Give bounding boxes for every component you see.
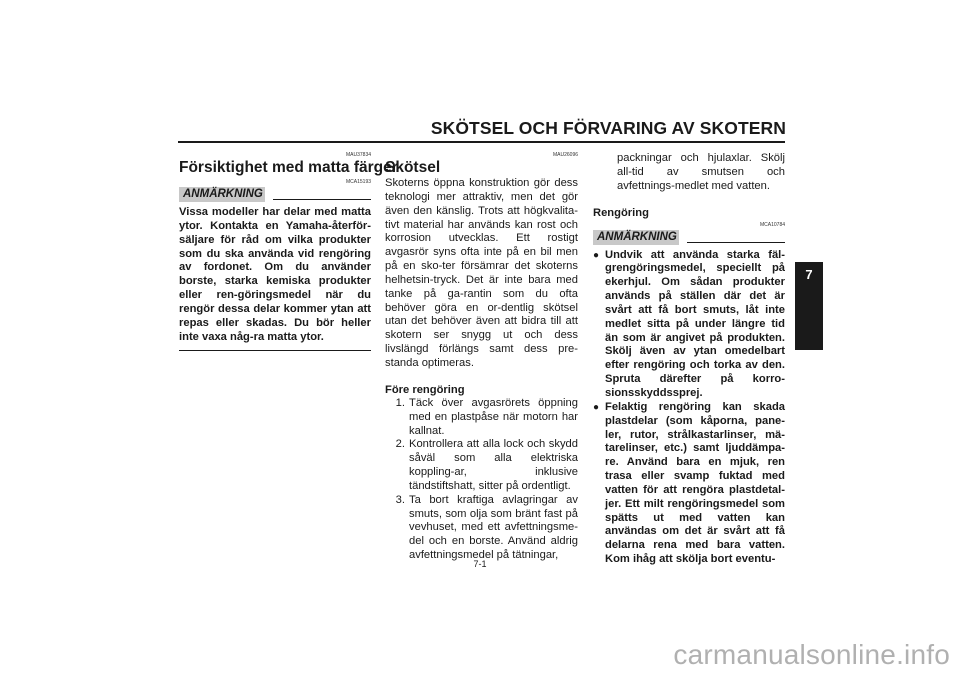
section-heading-matte-colors: Försiktighet med matta färger	[179, 159, 398, 176]
column-1	[179, 152, 398, 351]
notice-end-rule	[179, 350, 371, 351]
step-text: Kontrollera att alla lock och skydd såväl som alla elektriska koppling-ar, inklusive tändstiftshatt, sitter på ordentligt.	[409, 438, 578, 492]
section-code: MAU37834	[345, 152, 371, 158]
list-item	[593, 401, 785, 567]
warning-text: Felaktig rengöring kan skada plastdelar (som kåporna, pane-ler, rutor, strålkastarlinser, mä-tarelinser, etc.) samt ljuddämpa-re. Använd bara en mjuk, ren trasa eller svamp fuktad med vatten för att rengöra plastdetal-jer. Ett milt rengöringsmedel som spätts ut med vatten kan användas om det är svårt att få delarna rena med bara vatten. Kom ihåg att skölja bort eventu-	[605, 400, 785, 566]
notice-code: MCA10784	[759, 221, 785, 228]
list-item	[385, 438, 578, 493]
page-number: 7-1	[473, 559, 487, 569]
step-text: Täck över avgasrörets öppning med en plastpåse när motorn har kallnat.	[409, 396, 578, 437]
list-item	[593, 249, 785, 401]
care-intro: Skoterns öppna konstruktion gör dess teknologi mer attraktiv, men det gör även den känslig. Trots att högkvalita-tivt material har används kan rost och korrosion utvecklas. Ett rostigt avgasrör syns ofta inte på en bil men på en sko-ter försämrar det skoterns helhetsin-tryck. Det är inte bara med tanke på ga-rantin som du ofta behöver göra en or-dentlig skötsel utan det behöver även att bidra till att skotern ser snygg ut och dess livslängd förlängs samt dess pre-standa optimeras.	[385, 177, 578, 369]
chapter-tab[interactable]: 7	[795, 262, 823, 350]
column-2	[385, 152, 578, 563]
section-heading-care: Skötsel	[385, 159, 441, 176]
notice-rule	[687, 242, 785, 243]
notice-code: MCA15193	[345, 179, 371, 185]
bullet-icon: ●	[593, 249, 600, 261]
title-rule	[178, 141, 785, 143]
subheading-before-cleaning: Före rengöring	[385, 383, 465, 396]
notice-text: Vissa modeller har delar med matta ytor. Kontakta en Yamaha-återför-säljare för råd om vilka produkter som du ska använda vid rengöring av fordonet. Om du använder borste, starka kemiska produkter eller ren-göringsmedel när du rengör dessa delar kommer ytan att repas eller skadas. Du bör heller inte vaxa någ-ra matta ytor.	[179, 206, 371, 343]
step-text: Ta bort kraftiga avlagringar av smuts, som olja som bränt fast på vevhuset, med ett avfettningsme-del och en borste. Använd aldrig avfettningsmedel på tätningar,	[409, 493, 578, 562]
step-continuation: packningar och hjulaxlar. Skölj all-tid av smutsen och avfettnings-medlet med vatten.	[617, 152, 785, 192]
page-title: SKÖTSEL OCH FÖRVARING AV SKOTERN	[430, 118, 786, 138]
notice-header	[593, 229, 785, 246]
warning-text: Undvik att använda starka fäl-grengöringsmedel, speciellt på ekerhjul. Om sådan produkter används på ställen där det är svårt att få bort smuts, låt inte medlet sitta på under längre tid än som är angivet på produkten. Skölj även av ytan omedelbart efter rengöring och torka av den. Spruta därefter på korro-sionsskyddssprej.	[605, 248, 785, 399]
step-number: 2.	[395, 438, 405, 451]
list-item	[385, 397, 578, 439]
bullet-icon: ●	[593, 401, 600, 413]
subheading-cleaning: Rengöring	[593, 206, 649, 219]
notice-rule	[273, 199, 371, 200]
watermark: carmanualsonline.info	[673, 639, 950, 670]
cleaning-warnings	[593, 249, 785, 567]
notice-header	[179, 186, 371, 203]
list-item	[385, 494, 578, 563]
column-3	[593, 152, 785, 567]
before-cleaning-steps	[385, 397, 578, 563]
notice-label: ANMÄRKNING	[179, 187, 265, 202]
notice-label: ANMÄRKNING	[593, 230, 679, 245]
section-code: MAU26096	[552, 152, 578, 158]
step-number: 1.	[395, 396, 405, 409]
step-number: 3.	[395, 493, 405, 506]
